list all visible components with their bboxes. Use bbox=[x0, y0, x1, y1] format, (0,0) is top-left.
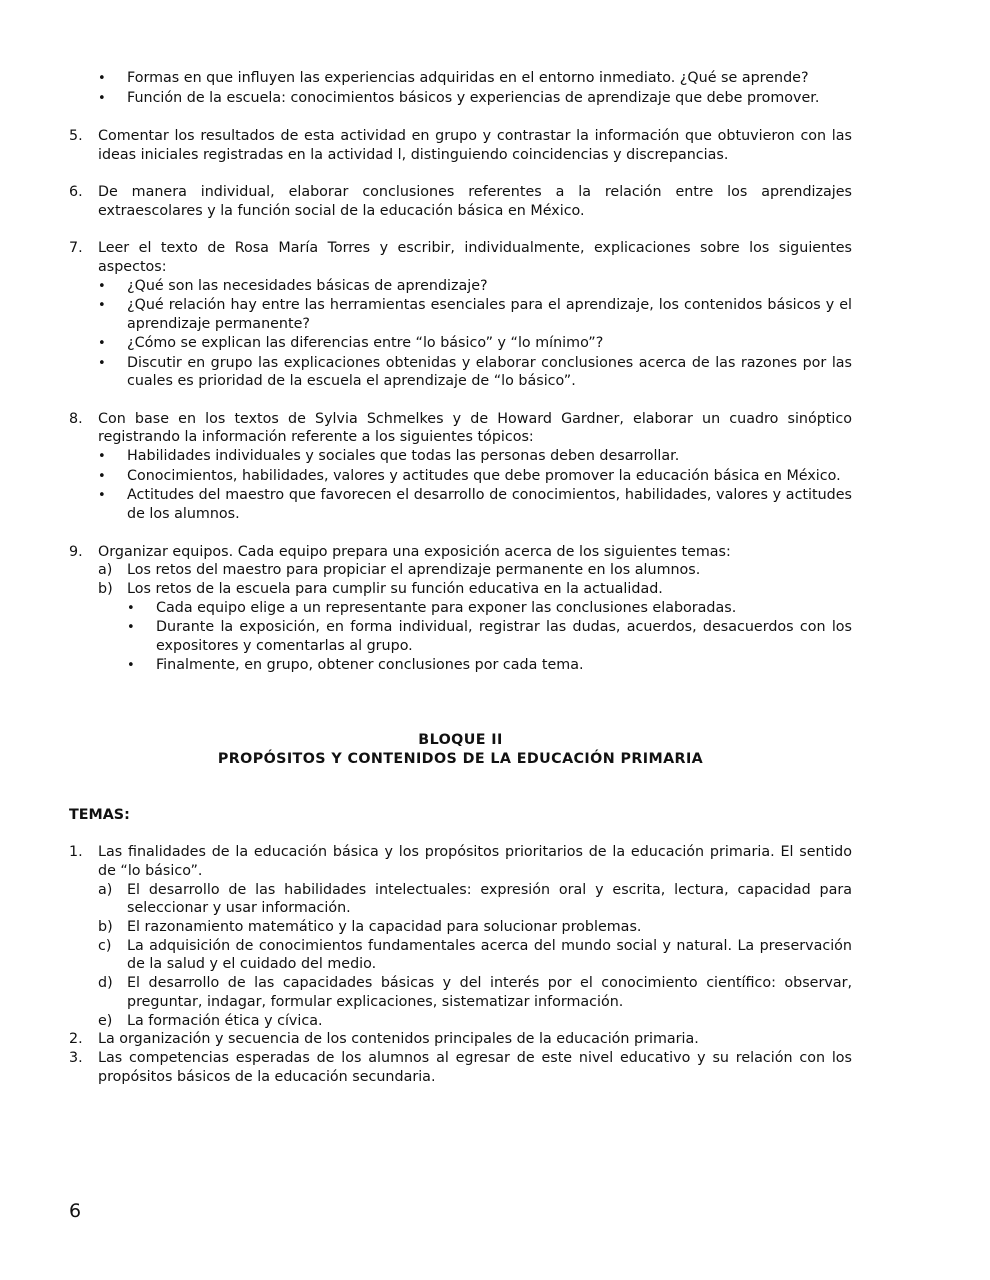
item-text: Con base en los textos de Sylvia Schmelkes y de Howard Gardner, elaborar un cuadro sinóptico registrando la información referente a los siguientes tópicos: bbox=[98, 410, 852, 446]
lettered-item bbox=[69, 974, 852, 1011]
item-text: El desarrollo de las habilidades intelectuales: expresión oral y escrita, lectura, capacidad para seleccionar y usar información. bbox=[127, 881, 852, 917]
bullet-icon: • bbox=[98, 449, 106, 464]
section-subtitle: PROPÓSITOS Y CONTENIDOS DE LA EDUCACIÓN PRIMARIA bbox=[217, 751, 704, 768]
item-letter: a) bbox=[98, 881, 113, 898]
item-number: 6. bbox=[69, 184, 83, 201]
bullet-text: Habilidades individuales y sociales que todas las personas deben desarrollar. bbox=[127, 448, 680, 464]
lettered-item bbox=[69, 580, 852, 599]
bullet-text: ¿Cómo se explican las diferencias entre “lo básico” y “lo mínimo”? bbox=[127, 334, 604, 351]
bullet-text: Finalmente, en grupo, obtener conclusiones por cada tema. bbox=[156, 656, 584, 673]
lettered-item bbox=[69, 881, 852, 918]
bullet-icon: • bbox=[98, 335, 106, 351]
list-item bbox=[69, 656, 852, 676]
list-item bbox=[69, 447, 852, 467]
tema-item-2 bbox=[69, 1030, 852, 1049]
list-item bbox=[69, 599, 852, 619]
item-letter: c) bbox=[98, 937, 112, 954]
item-text: La formación ética y cívica. bbox=[127, 1012, 323, 1029]
item-letter: e) bbox=[98, 1012, 113, 1029]
lettered-item bbox=[69, 918, 852, 937]
item-letter: b) bbox=[98, 919, 113, 936]
item-text: La organización y secuencia de los contenidos principales de la educación primaria. bbox=[98, 1031, 699, 1048]
item-number: 9. bbox=[69, 543, 83, 560]
list-item bbox=[69, 69, 852, 89]
item-letter: b) bbox=[98, 580, 113, 597]
bullet-text: Actitudes del maestro que favorecen el desarrollo de conocimientos, habilidades, valores y actitudes de los alumnos. bbox=[127, 487, 852, 523]
item-text: Los retos de la escuela para cumplir su función educativa en la actualidad. bbox=[127, 580, 663, 597]
numbered-item-9 bbox=[69, 543, 852, 562]
item-text: Organizar equipos. Cada equipo prepara una exposición acerca de los siguientes temas: bbox=[98, 543, 731, 560]
bullet-text: ¿Qué relación hay entre las herramientas esenciales para el aprendizaje, los contenidos básicos y el aprendizaje permanente? bbox=[127, 297, 852, 333]
page-number: 6 bbox=[69, 1200, 82, 1222]
list-item bbox=[69, 277, 852, 297]
item-letter: a) bbox=[98, 562, 113, 579]
bullet-text: Formas en que influyen las experiencias adquiridas en el entorno inmediato. ¿Qué se aprende? bbox=[127, 70, 809, 86]
item-number: 8. bbox=[69, 410, 83, 427]
item-text: El desarrollo de las capacidades básicas y del interés por el conocimiento científico: observar, preguntar, indagar, formular explicaciones, sistematizar información. bbox=[127, 975, 852, 1010]
bullet-icon: • bbox=[127, 657, 135, 673]
list-item bbox=[69, 296, 852, 333]
tema-item-3 bbox=[69, 1049, 852, 1086]
item-text: La adquisición de conocimientos fundamentales acerca del mundo social y natural. La preservación de la salud y el cuidado del medio. bbox=[127, 937, 852, 973]
bullet-text: Función de la escuela: conocimientos básicos y experiencias de aprendizaje que debe promover. bbox=[127, 89, 820, 106]
item-text: Las competencias esperadas de los alumnos al egresar de este nivel educativo y su relación con los propósitos básicos de la educación secundaria. bbox=[98, 1049, 852, 1085]
numbered-item-8 bbox=[69, 410, 852, 447]
item-number: 7. bbox=[69, 240, 83, 257]
list-item bbox=[69, 354, 852, 391]
bullet-text: ¿Qué son las necesidades básicas de aprendizaje? bbox=[127, 277, 488, 294]
numbered-item-7 bbox=[69, 239, 852, 276]
item-number: 5. bbox=[69, 128, 83, 145]
item-text: Leer el texto de Rosa María Torres y escribir, individualmente, explicaciones sobre los siguientes aspectos: bbox=[98, 240, 852, 275]
section-title: BLOQUE II bbox=[418, 732, 503, 749]
bullet-icon: • bbox=[98, 355, 106, 371]
item-number: 1. bbox=[69, 844, 83, 861]
bullet-text: Conocimientos, habilidades, valores y actitudes que debe promover la educación básica en México. bbox=[127, 467, 841, 484]
item-text: Las finalidades de la educación básica y los propósitos prioritarios de la educación primaria. El sentido de “lo básico”. bbox=[98, 844, 852, 879]
item-letter: d) bbox=[98, 975, 113, 992]
lettered-item bbox=[69, 561, 852, 580]
item-number: 2. bbox=[69, 1031, 83, 1048]
list-item bbox=[69, 618, 852, 655]
bullet-icon: • bbox=[98, 90, 106, 106]
tema-item-1 bbox=[69, 843, 852, 880]
item-number: 3. bbox=[69, 1049, 83, 1066]
list-item bbox=[69, 467, 852, 487]
list-item bbox=[69, 486, 852, 523]
item-text: El razonamiento matemático y la capacidad para solucionar problemas. bbox=[127, 919, 642, 936]
temas-heading: TEMAS: bbox=[69, 806, 130, 823]
bullet-icon: • bbox=[98, 488, 106, 504]
bullet-icon: • bbox=[98, 71, 106, 86]
numbered-item-5 bbox=[69, 127, 852, 164]
bullet-text: Durante la exposición, en forma individual, registrar las dudas, acuerdos, desacuerdos con los expositores y comentarlas al grupo. bbox=[156, 619, 852, 655]
bullet-text: Discutir en grupo las explicaciones obtenidas y elaborar conclusiones acerca de las razones por las cuales es prioridad de la escuela el aprendizaje de “lo básico”. bbox=[127, 354, 852, 390]
bullet-icon: • bbox=[127, 620, 135, 636]
document-page bbox=[69, 69, 852, 1086]
bullet-icon: • bbox=[98, 278, 106, 294]
lettered-item bbox=[69, 937, 852, 974]
item-text: Los retos del maestro para propiciar el aprendizaje permanente en los alumnos. bbox=[127, 562, 701, 579]
bullet-icon: • bbox=[127, 600, 135, 616]
item-text: Comentar los resultados de esta actividad en grupo y contrastar la información que obtuvieron con las ideas iniciales registradas en la actividad l, distinguiendo coincidencias y discrepancias. bbox=[98, 128, 852, 163]
bullet-text: Cada equipo elige a un representante para exponer las conclusiones elaboradas. bbox=[156, 599, 737, 616]
lettered-item bbox=[69, 1012, 852, 1031]
item-text: De manera individual, elaborar conclusiones referentes a la relación entre los aprendizajes extraescolares y la función social de la educación básica en México. bbox=[98, 184, 852, 219]
bullet-icon: • bbox=[98, 468, 106, 484]
bullet-icon: • bbox=[98, 298, 106, 314]
list-item bbox=[69, 89, 852, 109]
numbered-item-6 bbox=[69, 183, 852, 220]
list-item bbox=[69, 334, 852, 354]
